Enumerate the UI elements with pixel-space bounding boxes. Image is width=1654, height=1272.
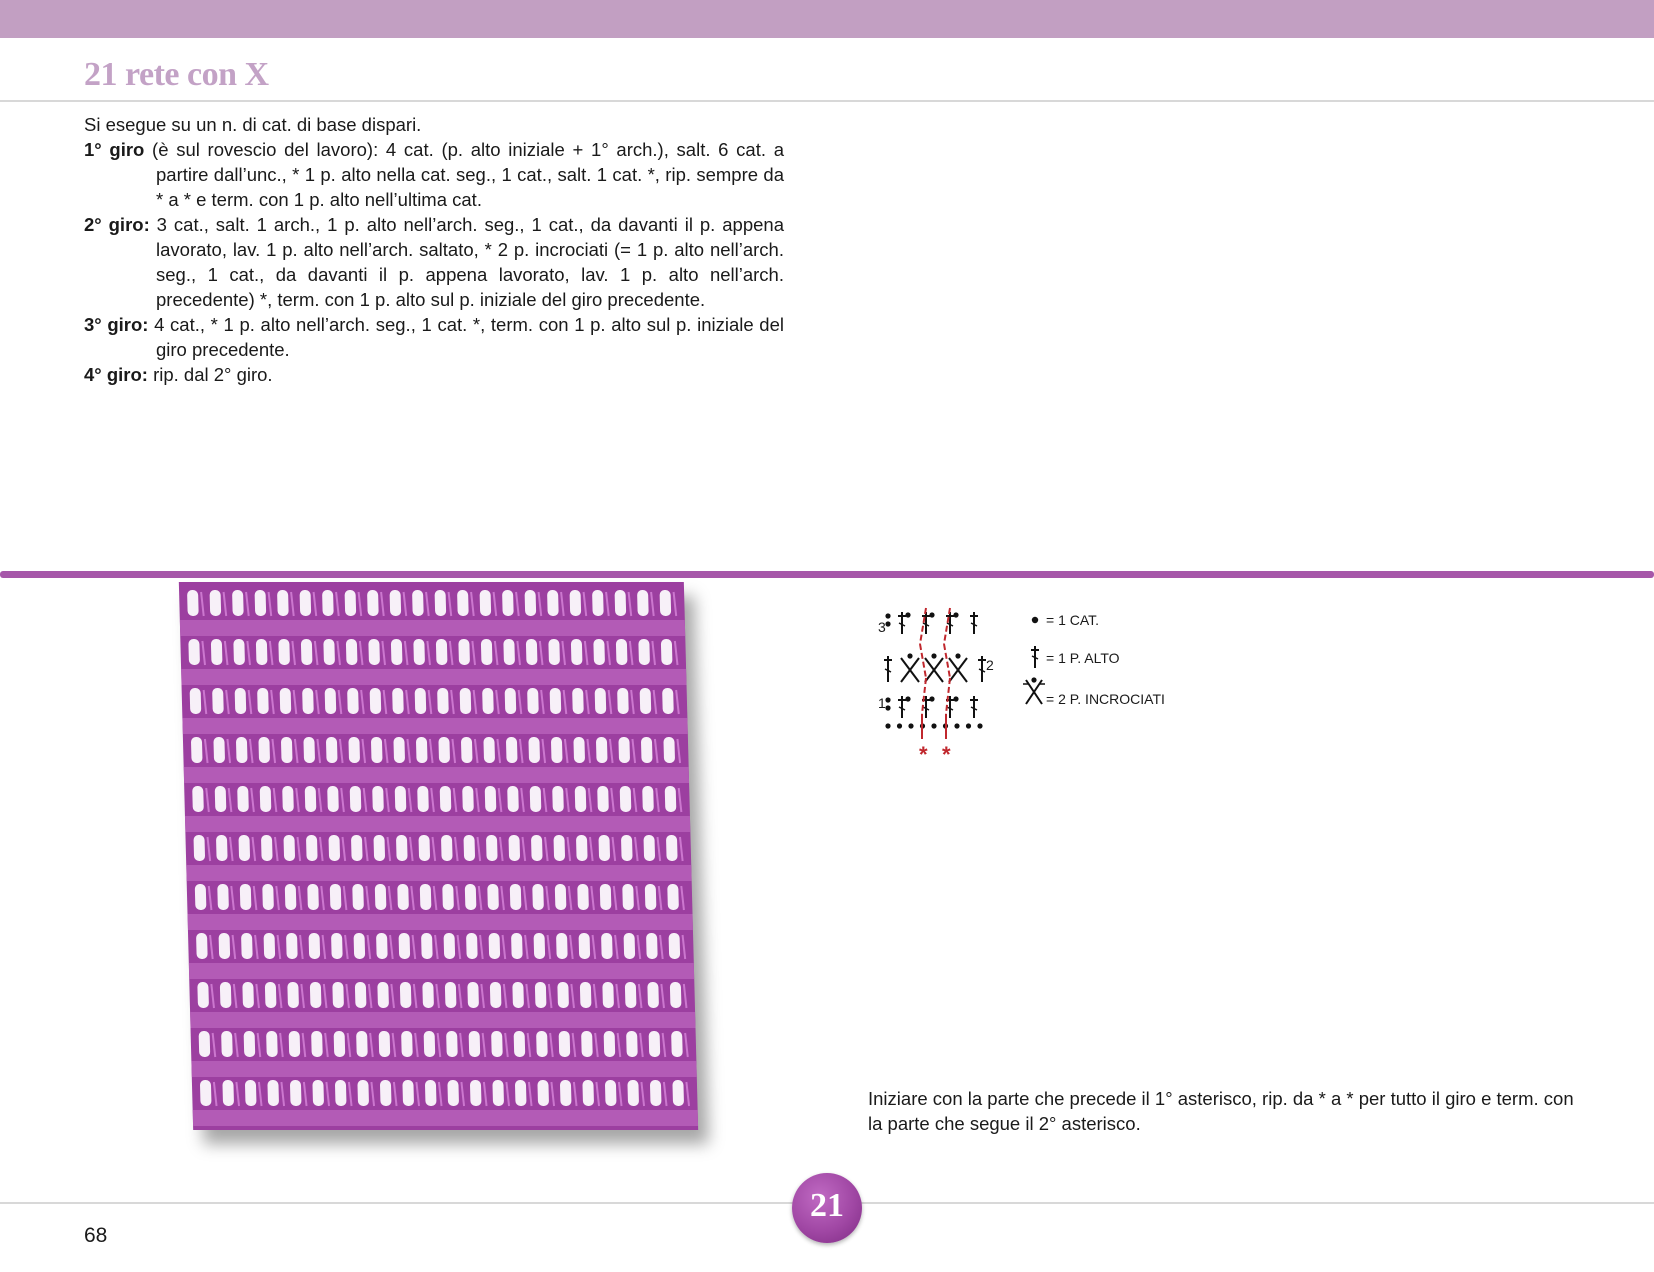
step-text: 3 cat., salt. 1 arch., 1 p. alto nell’arch. seg., 1 cat., da davanti il p. appena lavorato, lav. 1 p. alto nell’arch. saltato, * 2 p. incrociati (= 1 p. alto nell’arch. seg., 1 cat., da davanti il p. appena lavorato, lav. 1 p. alto nell’arch. precedente) *, term. con 1 p. alto sul p. iniziale del giro precedente. (149, 214, 784, 310)
step-text: 4 cat., * 1 p. alto nell’arch. seg., 1 cat. *, term. con 1 p. alto sul p. iniziale del giro precedente. (148, 314, 784, 360)
legend (1023, 612, 1165, 707)
row-label-3: 3 (878, 619, 886, 635)
row-label-1: 1 (878, 695, 886, 711)
page-number: 68 (84, 1224, 108, 1247)
page-title: 21 rete con X (84, 56, 269, 93)
step-label: 2° giro: (84, 214, 150, 235)
pattern-number: 21 (810, 1187, 844, 1224)
step-row-3 (84, 312, 784, 362)
step-row-4 (84, 362, 784, 387)
legend-dc-label: = 1 P. ALTO (1046, 650, 1120, 666)
repeat-note: Iniziare con la parte che precede il 1° asterisco, rip. da * a * per tutto il giro e term. con la parte che segue il 2° asterisco. (868, 1088, 1574, 1134)
step-label: 1° giro (84, 139, 145, 160)
step-text: rip. dal 2° giro. (147, 364, 273, 385)
step-label: 4° giro: (84, 364, 148, 385)
asterisk-start: * (919, 742, 928, 767)
step-row-1 (84, 137, 784, 212)
asterisk-end: * (942, 742, 951, 767)
yarn-strand (0, 571, 1654, 578)
step-label: 3° giro: (84, 314, 149, 335)
step-row-2 (84, 212, 784, 312)
pattern-instructions (84, 112, 784, 387)
double-crochet-icon (1031, 646, 1039, 668)
chain-dot-icon (1032, 617, 1038, 623)
stitch-diagram (870, 604, 1320, 774)
legend-crossed-label: = 2 P. INCROCIATI (1046, 691, 1165, 707)
yarn-ball-icon (792, 1173, 862, 1243)
step-text: (è sul rovescio del lavoro): 4 cat. (p. alto iniziale + 1° arch.), salt. 6 cat. a partire dall’unc., * 1 p. alto nella cat. seg., 1 cat., salt. 1 cat. *, rip. sempre da * a * e term. con 1 p. alto nell’ultima cat. (144, 139, 784, 210)
swatch-texture (179, 582, 698, 1130)
crochet-swatch-photo (179, 582, 698, 1130)
crossed-stitches-icon (1023, 677, 1045, 704)
legend-chain-label: = 1 CAT. (1046, 612, 1100, 628)
instructions-intro: Si esegue su un n. di cat. di base dispari. (84, 114, 422, 135)
top-color-band (0, 0, 1654, 38)
row-label-2: 2 (986, 657, 994, 673)
title-divider (0, 100, 1654, 102)
diagram-grid (884, 608, 986, 739)
